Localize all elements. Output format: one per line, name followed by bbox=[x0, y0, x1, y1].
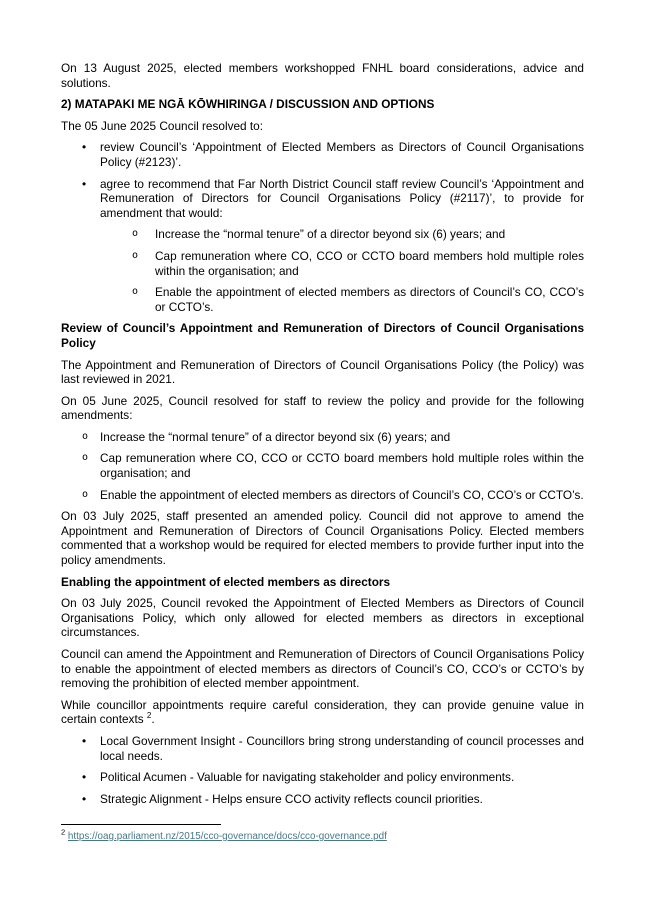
footnote-link[interactable]: https://oag.parliament.nz/2015/cco-governance/docs/cco-governance.pdf bbox=[67, 831, 387, 842]
bullet-icon: • bbox=[82, 770, 87, 785]
footnote-separator bbox=[61, 824, 221, 825]
review-policy-heading: Review of Council’s Appointment and Remuneration of Directors of Council Organisations Policy bbox=[61, 321, 584, 350]
sentence-period: . bbox=[151, 712, 155, 727]
bullet-icon: • bbox=[82, 733, 87, 748]
sub-list-item-text: Cap remuneration where CO, CCO or CCTO board members hold multiple roles within the organisation; and bbox=[155, 248, 584, 278]
list-item bbox=[61, 770, 584, 785]
list-item-text: Strategic Alignment - Helps ensure CCO activity reflects council priorities. bbox=[100, 791, 483, 806]
july-staff-paragraph: On 03 July 2025, staff presented an amended policy. Council did not approve to amend the Appointment and Remuneration of Directors of Council Organisations Policy. Elected members commented that a workshop would be required for elected members to provide further input into the policy amendments. bbox=[61, 509, 584, 568]
sub-list-item-text: Enable the appointment of elected members as directors of Council’s CO, CCO’s or CCTO’s. bbox=[155, 285, 584, 314]
sub-list-item bbox=[61, 430, 584, 445]
sub-list-item-text: Increase the “normal tenure” of a director beyond six (6) years; and bbox=[155, 227, 506, 242]
discussion-options-heading: 2) MATAPAKI ME NGĀ KŌWHIRINGA / DISCUSSION AND OPTIONS bbox=[61, 97, 435, 112]
list-item bbox=[61, 140, 584, 169]
list-item-text: Local Government Insight - Councillors bring strong understanding of council processes and local needs. bbox=[100, 733, 584, 763]
footnote-reference: 2 bbox=[146, 711, 152, 721]
july-revoked-paragraph: On 03 July 2025, Council revoked the Appointment of Elected Members as Directors of Council Organisations Policy, which only allowed for elected members as directors in exceptional circumstances. bbox=[61, 596, 584, 640]
bullet-icon: • bbox=[82, 140, 87, 155]
sub-list-item-text: Cap remuneration where CO, CCO or CCTO board members hold multiple roles within the organisation; and bbox=[100, 451, 584, 481]
circle-bullet-icon: o bbox=[82, 430, 89, 442]
circle-bullet-icon: o bbox=[132, 228, 139, 240]
sub-list-item bbox=[61, 285, 584, 314]
circle-bullet-icon: o bbox=[82, 488, 89, 500]
resolved-to-paragraph: The 05 June 2025 Council resolved to: bbox=[61, 118, 263, 133]
circle-bullet-icon: o bbox=[132, 286, 139, 298]
sub-list-item-text: Enable the appointment of elected members as directors of Council’s CO, CCO’s or CCTO’s. bbox=[100, 487, 584, 502]
footnote-section bbox=[61, 824, 584, 843]
footnote bbox=[61, 827, 584, 843]
enabling-appointment-heading: Enabling the appointment of elected members as directors bbox=[61, 574, 391, 589]
sub-list-item bbox=[61, 249, 584, 278]
document-body bbox=[61, 61, 584, 813]
list-item bbox=[61, 734, 584, 763]
councillor-value-paragraph bbox=[61, 698, 584, 727]
june-resolved-paragraph: On 05 June 2025, Council resolved for staff to review the policy and provide for the following amendments: bbox=[61, 393, 584, 423]
bullet-icon: • bbox=[82, 176, 87, 191]
policy-reviewed-paragraph: The Appointment and Remuneration of Directors of Council Organisations Policy (the Policy) was last reviewed in 2021. bbox=[61, 357, 584, 387]
list-item-text: Political Acumen - Valuable for navigating stakeholder and policy environments. bbox=[100, 770, 515, 785]
sub-list-item bbox=[61, 227, 584, 242]
councillor-value-text: While councillor appointments require careful consideration, they can provide genuine value in certain contexts bbox=[61, 697, 584, 727]
sub-list-item bbox=[61, 451, 584, 480]
list-item-text: agree to recommend that Far North District Council staff review Council’s ‘Appointment and Remuneration of Directors for Council Organisations Policy (#2117)’, to provide for amendment that would: bbox=[100, 176, 584, 220]
list-item bbox=[61, 177, 584, 221]
list-item bbox=[61, 792, 584, 807]
circle-bullet-icon: o bbox=[132, 249, 139, 261]
footnote-marker: 2 bbox=[61, 827, 66, 837]
circle-bullet-icon: o bbox=[82, 452, 89, 464]
sub-list-item bbox=[61, 488, 584, 503]
intro-paragraph: On 13 August 2025, elected members workshopped FNHL board considerations, advice and solutions. bbox=[61, 61, 584, 90]
can-amend-paragraph: Council can amend the Appointment and Remuneration of Directors of Council Organisations Policy to enable the appointment of elected members as directors of Council’s CO, CCO’s or CCTO’s by removing the prohibition of elected member appointment. bbox=[61, 647, 584, 691]
list-item-text: review Council’s ‘Appointment of Elected Members as Directors of Council Organisations Policy (#2123)’. bbox=[100, 140, 584, 169]
bullet-icon: • bbox=[82, 791, 87, 806]
sub-list-item-text: Increase the “normal tenure” of a director beyond six (6) years; and bbox=[100, 429, 451, 444]
